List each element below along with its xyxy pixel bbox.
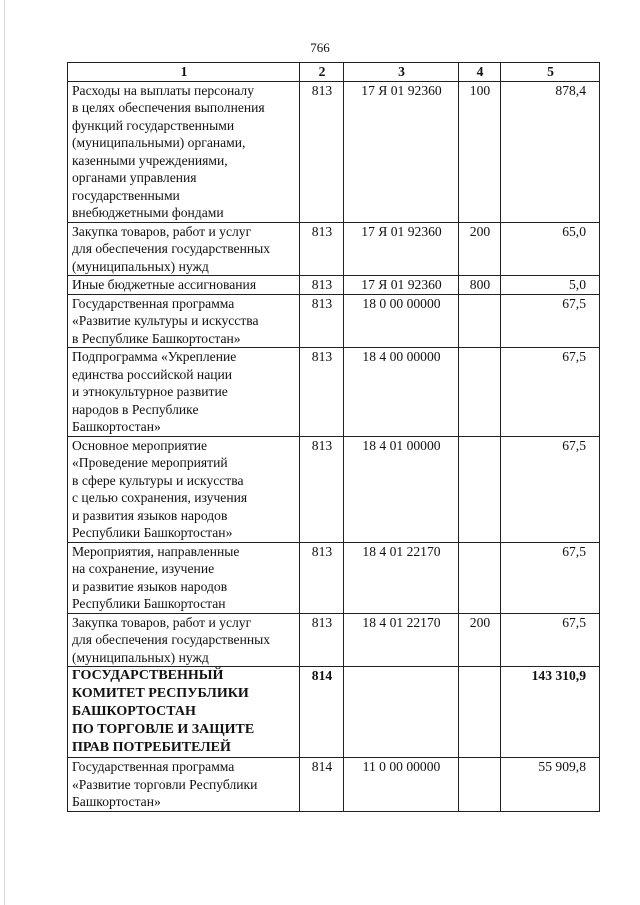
table-row: [68, 276, 600, 295]
row-amount-cell: 5,0: [501, 276, 600, 295]
row-name-cell: Государственная программа «Развитие торговли Республики Башкортостан»: [68, 758, 300, 812]
row-name-cell: Государственная программа «Развитие культуры и искусства в Республике Башкортостан»: [68, 294, 300, 348]
row-name-cell: Закупка товаров, работ и услуг для обеспечения государственных (муниципальных) нужд: [68, 613, 300, 667]
row-ministry-cell: 813: [300, 436, 344, 542]
row-article-cell: 18 4 01 22170: [344, 542, 459, 613]
col-header-5: 5: [501, 63, 600, 82]
row-ministry-cell: 813: [300, 613, 344, 667]
row-type-cell: [459, 348, 501, 437]
row-name-cell: Подпрограмма «Укрепление единства российской нации и этнокультурное развитие народов в Республике Башкортостан»: [68, 348, 300, 437]
row-type-cell: [459, 294, 501, 348]
col-header-3: 3: [344, 63, 459, 82]
row-article-cell: 18 0 00 00000: [344, 294, 459, 348]
row-type-cell: 200: [459, 613, 501, 667]
row-article-cell: 18 4 01 22170: [344, 613, 459, 667]
table-row: [68, 222, 600, 276]
row-type-cell: [459, 436, 501, 542]
row-ministry-cell: 813: [300, 294, 344, 348]
row-article-cell: 17 Я 01 92360: [344, 81, 459, 222]
col-header-1: 1: [68, 63, 300, 82]
row-name-cell: Иные бюджетные ассигнования: [68, 276, 300, 295]
table-row: [68, 613, 600, 667]
row-article-cell: 17 Я 01 92360: [344, 222, 459, 276]
page-edge: [4, 0, 5, 905]
row-type-cell: [459, 542, 501, 613]
row-amount-cell: 878,4: [501, 81, 600, 222]
row-ministry-cell: 814: [300, 667, 344, 758]
row-amount-cell: 67,5: [501, 436, 600, 542]
row-ministry-cell: 813: [300, 348, 344, 437]
table-row: [68, 436, 600, 542]
row-type-cell: [459, 758, 501, 812]
row-ministry-cell: 813: [300, 81, 344, 222]
page-number: 766: [310, 40, 330, 55]
row-amount-cell: 67,5: [501, 613, 600, 667]
row-article-cell: 17 Я 01 92360: [344, 276, 459, 295]
row-article-cell: 18 4 00 00000: [344, 348, 459, 437]
table-row: [68, 758, 600, 812]
budget-table: [67, 62, 600, 812]
row-name-cell: Расходы на выплаты персоналу в целях обеспечения выполнения функций государственными (муниципальными) органами, казенными учреждениями, органами управления государственными внебюджетными фондами: [68, 81, 300, 222]
row-ministry-cell: 813: [300, 542, 344, 613]
row-amount-cell: 67,5: [501, 542, 600, 613]
row-amount-cell: 67,5: [501, 294, 600, 348]
row-type-cell: 100: [459, 81, 501, 222]
row-article-cell: [344, 667, 459, 758]
row-ministry-cell: 813: [300, 276, 344, 295]
row-amount-cell: 55 909,8: [501, 758, 600, 812]
table-row: [68, 81, 600, 222]
table-row: [68, 294, 600, 348]
row-name-cell: Закупка товаров, работ и услуг для обеспечения государственных (муниципальных) нужд: [68, 222, 300, 276]
row-amount-cell: 67,5: [501, 348, 600, 437]
row-name-cell: ГОСУДАРСТВЕННЫЙ КОМИТЕТ РЕСПУБЛИКИ БАШКОРТОСТАН ПО ТОРГОВЛЕ И ЗАЩИТЕ ПРАВ ПОТРЕБИТЕЛЕЙ: [68, 667, 300, 758]
row-type-cell: [459, 667, 501, 758]
row-name-cell: Мероприятия, направленные на сохранение, изучение и развитие языков народов Республики Башкортостан: [68, 542, 300, 613]
row-article-cell: 11 0 00 00000: [344, 758, 459, 812]
row-article-cell: 18 4 01 00000: [344, 436, 459, 542]
row-type-cell: 200: [459, 222, 501, 276]
row-amount-cell: 143 310,9: [501, 667, 600, 758]
row-name-cell: Основное мероприятие «Проведение мероприятий в сфере культуры и искусства с целью сохранения, изучения и развития языков народов Республики Башкортостан»: [68, 436, 300, 542]
table-header-row: [68, 63, 600, 82]
row-type-cell: 800: [459, 276, 501, 295]
row-ministry-cell: 813: [300, 222, 344, 276]
table-row: [68, 542, 600, 613]
row-amount-cell: 65,0: [501, 222, 600, 276]
table-row: [68, 667, 600, 758]
col-header-2: 2: [300, 63, 344, 82]
table-row: [68, 348, 600, 437]
row-ministry-cell: 814: [300, 758, 344, 812]
col-header-4: 4: [459, 63, 501, 82]
